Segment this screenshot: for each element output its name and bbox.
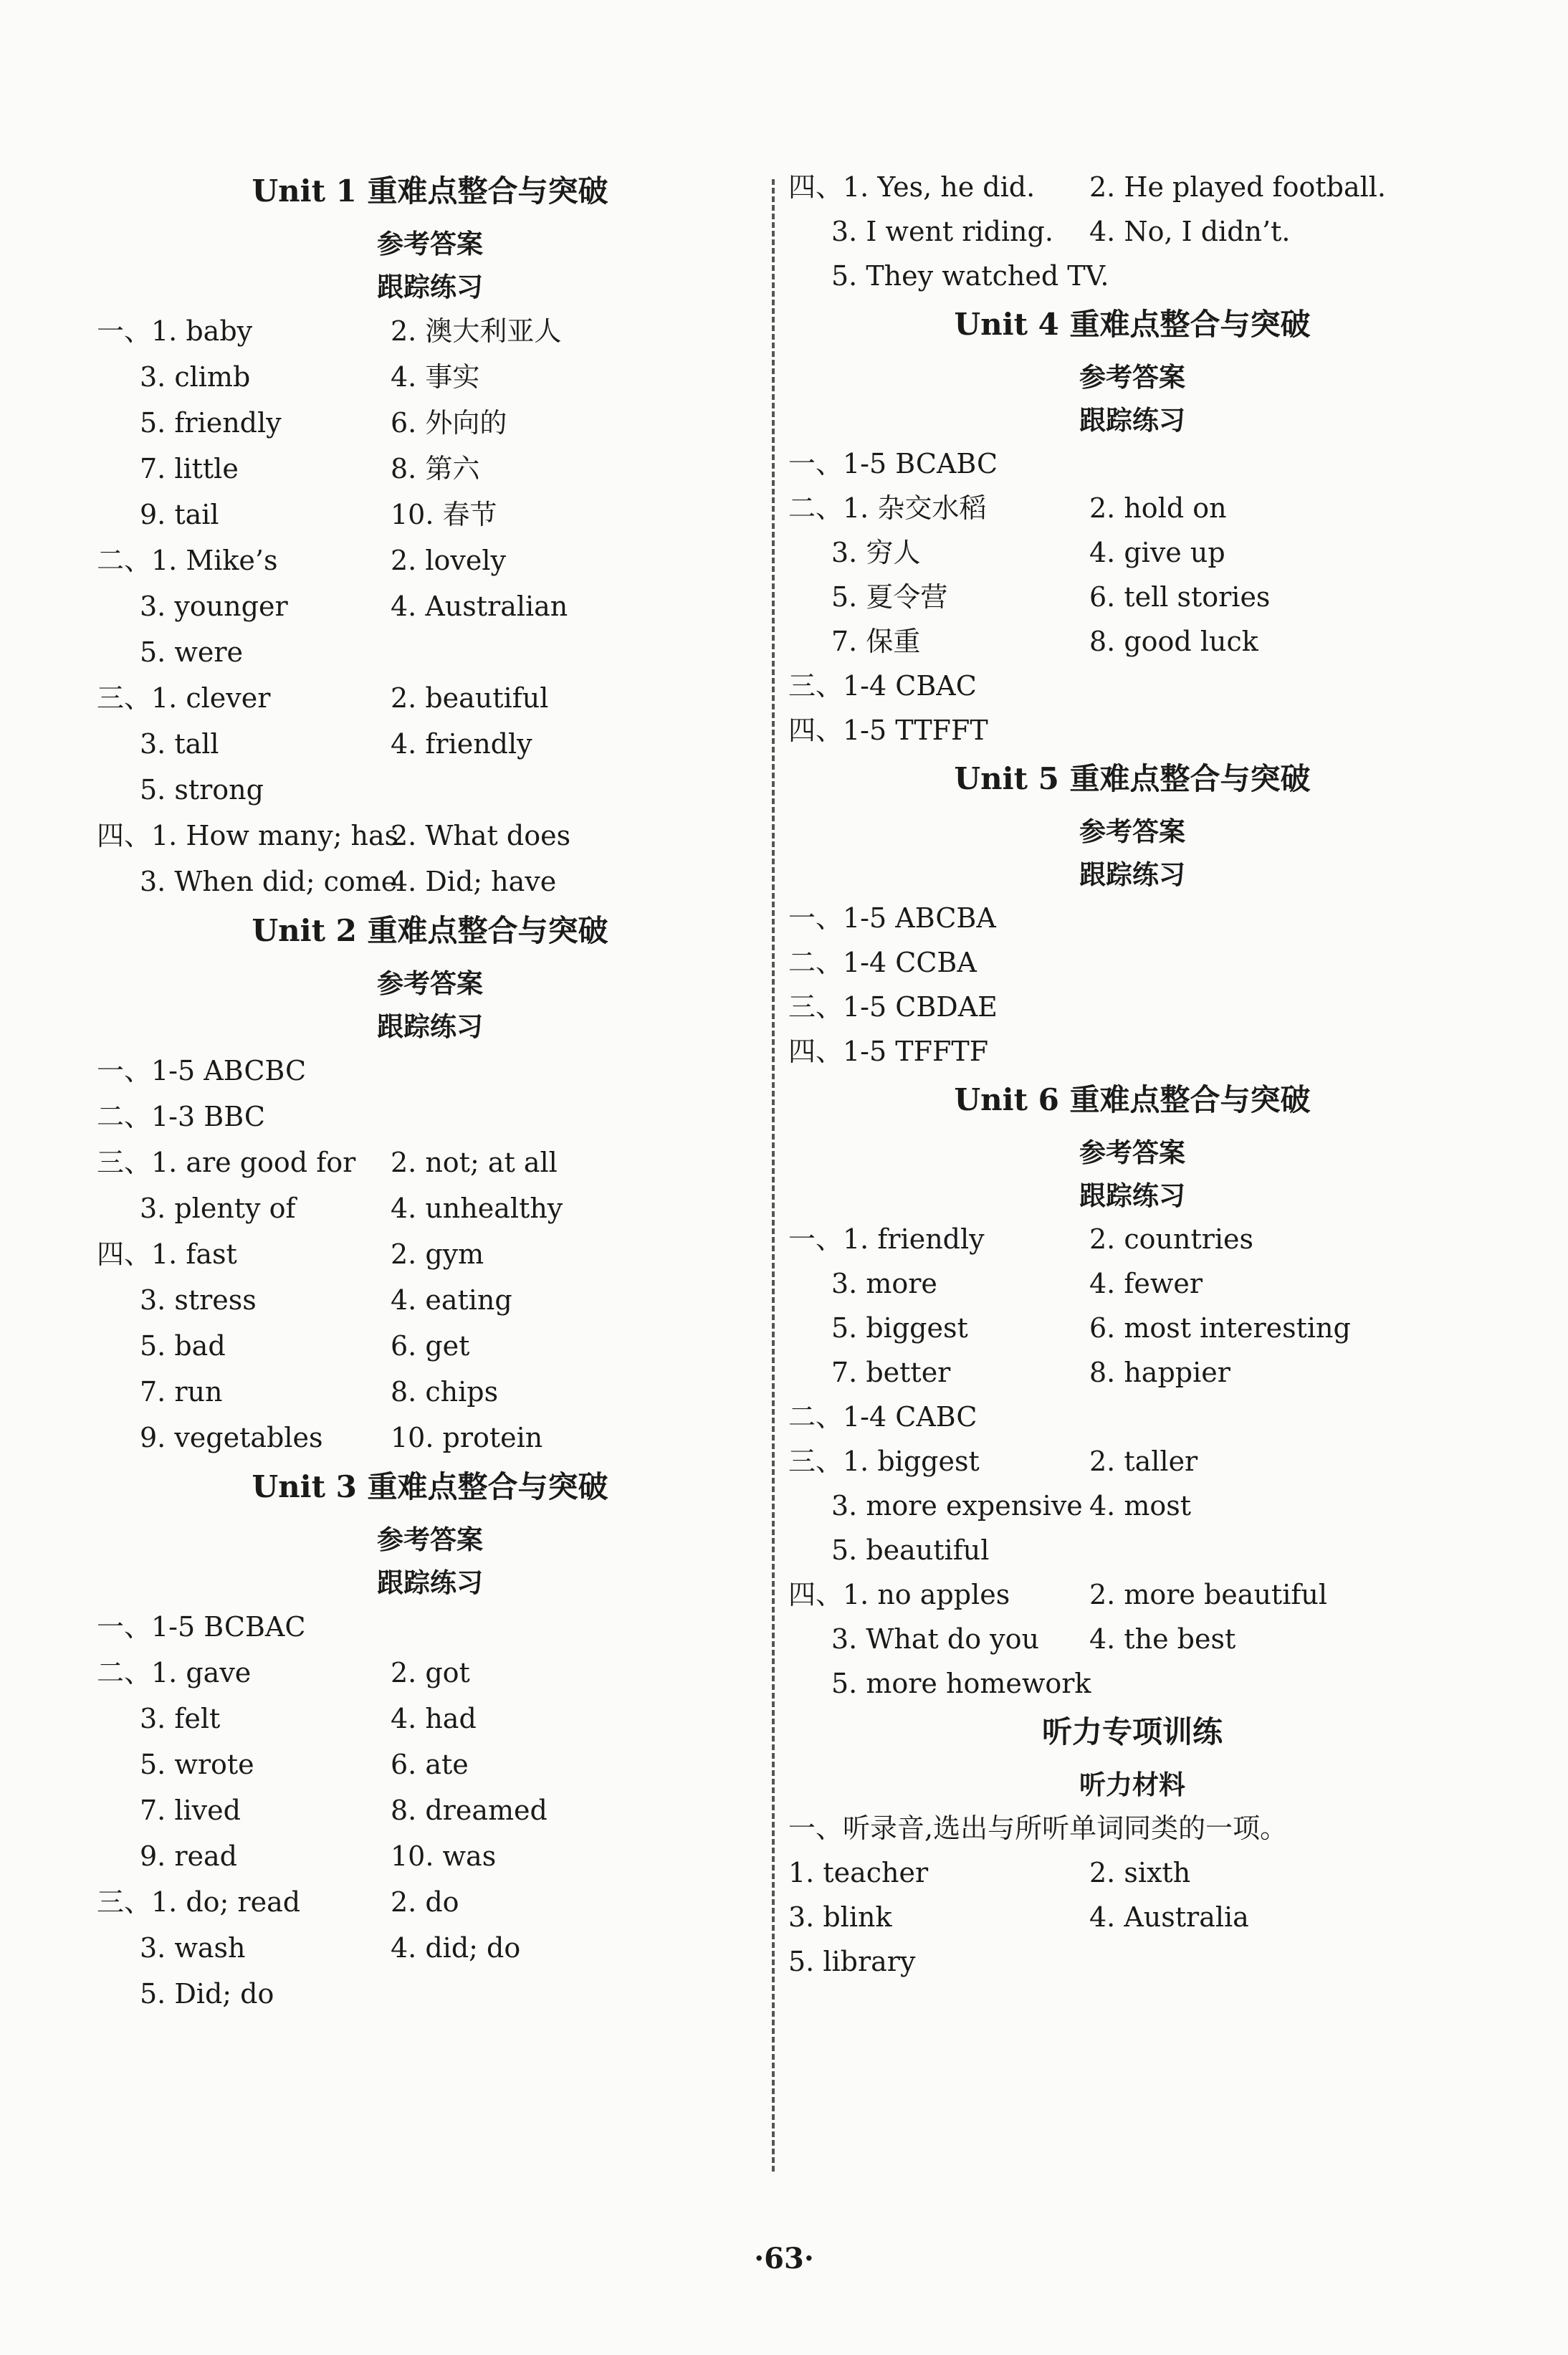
- answer-row: 7. lived 8. dreamed: [140, 1795, 548, 1826]
- answer-row: 9. vegetables 10. protein: [140, 1422, 543, 1453]
- column-divider: [772, 179, 775, 2172]
- unit5-answer-heading: 参考答案: [1079, 816, 1185, 847]
- answer-row: 7. run 8. chips: [140, 1376, 499, 1408]
- answer-row: 三、1-4 CBAC: [788, 670, 977, 702]
- answer-row: 3. more 4. fewer: [831, 1268, 1203, 1299]
- unit1-practice-heading: 跟踪练习: [377, 271, 483, 302]
- unit4-practice-heading: 跟踪练习: [1079, 404, 1185, 436]
- answer-row: 3. felt 4. had: [140, 1703, 477, 1734]
- answer-row: 5. 夏令营 6. tell stories: [831, 581, 1271, 613]
- answer-row: 9. tail 10. 春节: [140, 499, 497, 530]
- answer-row: 5. Did; do: [140, 1978, 274, 2010]
- unit3-answers-continued: [788, 165, 1476, 298]
- answer-row: 一、1-5 ABCBC: [97, 1055, 307, 1086]
- answer-row: 四、1-5 TTFFT: [788, 715, 988, 746]
- answer-row: 7. little 8. 第六: [140, 453, 480, 484]
- answer-row: 三、1. clever 2. beautiful: [97, 682, 549, 714]
- unit1-title: Unit 1 重难点整合与突破: [252, 173, 608, 209]
- unit3-answers: [97, 1604, 763, 2017]
- answer-row: 3. 穷人 4. give up: [831, 537, 1225, 568]
- unit5-answers: [788, 896, 1476, 1074]
- answer-row: 四、1. fast 2. gym: [97, 1238, 484, 1270]
- answer-row: 一、1. baby 2. 澳大利亚人: [97, 315, 562, 347]
- answer-row: 三、1. do; read 2. do: [97, 1886, 459, 1918]
- answer-row: 7. better 8. happier: [831, 1357, 1230, 1388]
- answer-row: 3. stress 4. eating: [140, 1284, 512, 1316]
- listening-title: 听力专项训练: [1041, 1714, 1223, 1749]
- right-column: [788, 165, 1476, 1984]
- answer-row: 5. library: [788, 1946, 916, 1977]
- answer-row: 一、1. friendly 2. countries: [788, 1223, 1254, 1255]
- answer-row: 四、1. Yes, he did. 2. He played football.: [788, 171, 1386, 203]
- answer-row: 二、1. Mike’s 2. lovely: [97, 545, 506, 576]
- answer-row: 三、1. are good for 2. not; at all: [97, 1147, 558, 1178]
- unit2-answers: [97, 1048, 763, 1461]
- answer-row: 二、1-3 BBC: [97, 1101, 265, 1132]
- answer-row: 5. strong: [140, 774, 264, 806]
- answer-row: 3. younger 4. Australian: [140, 591, 568, 622]
- answer-row: 3. blink 4. Australia: [788, 1901, 1249, 1933]
- unit4-answers: [788, 441, 1476, 753]
- answer-row: 5. beautiful: [831, 1534, 990, 1566]
- unit3-answer-heading: 参考答案: [377, 1524, 483, 1555]
- answer-row: 5. more homework: [831, 1668, 1091, 1699]
- unit2-practice-heading: 跟踪练习: [377, 1011, 483, 1042]
- left-column: [97, 165, 763, 2017]
- answer-row: 二、1. 杂交水稻 2. hold on: [788, 492, 1227, 524]
- unit3-title: Unit 3 重难点整合与突破: [252, 1469, 608, 1504]
- listening-instruction: 一、听录音,选出与所听单词同类的一项。: [788, 1812, 1288, 1844]
- unit5-practice-heading: 跟踪练习: [1079, 859, 1185, 890]
- listening-section: [788, 1806, 1476, 1984]
- unit1-answers: [97, 308, 763, 904]
- answer-row: 3. What do you 4. the best: [831, 1623, 1236, 1655]
- answer-row: 5. They watched TV.: [831, 260, 1109, 292]
- answer-row: 7. 保重 8. good luck: [831, 626, 1258, 657]
- answer-row: 5. biggest 6. most interesting: [831, 1312, 1351, 1344]
- answer-row: 1. teacher 2. sixth: [788, 1857, 1191, 1888]
- answer-row: 3. wash 4. did; do: [140, 1932, 521, 1964]
- answer-row: 3. I went riding. 4. No, I didn’t.: [831, 216, 1291, 247]
- answer-row: 5. were: [140, 636, 244, 668]
- answer-row: 四、1. How many; has 2. What does: [97, 820, 571, 851]
- answer-row: 二、1-4 CCBA: [788, 947, 977, 978]
- answer-row: 5. wrote 6. ate: [140, 1749, 469, 1780]
- page-number: ·63·: [754, 2242, 814, 2275]
- answer-row: 四、1. no apples 2. more beautiful: [788, 1579, 1328, 1610]
- answer-row: 3. tall 4. friendly: [140, 728, 532, 760]
- answer-row: 3. climb 4. 事实: [140, 361, 480, 393]
- answer-row: 四、1-5 TFFTF: [788, 1036, 989, 1067]
- unit4-title: Unit 4 重难点整合与突破: [954, 307, 1311, 342]
- unit3-practice-heading: 跟踪练习: [377, 1567, 483, 1598]
- answer-row: 3. more expensive 4. most: [831, 1490, 1192, 1522]
- unit1-answer-heading: 参考答案: [377, 228, 483, 259]
- unit6-answers: [788, 1217, 1476, 1706]
- answer-row: 一、1-5 ABCBA: [788, 902, 996, 934]
- listening-subtitle: 听力材料: [1079, 1769, 1185, 1800]
- unit4-answer-heading: 参考答案: [1079, 361, 1185, 393]
- unit6-practice-heading: 跟踪练习: [1079, 1180, 1185, 1211]
- unit6-answer-heading: 参考答案: [1079, 1137, 1185, 1168]
- answer-row: 5. friendly 6. 外向的: [140, 407, 507, 439]
- answer-row: 二、1-4 CABC: [788, 1401, 977, 1433]
- unit2-title: Unit 2 重难点整合与突破: [252, 913, 608, 948]
- unit5-title: Unit 5 重难点整合与突破: [954, 761, 1311, 796]
- answer-row: 3. When did; come 4. Did; have: [140, 866, 557, 897]
- unit6-title: Unit 6 重难点整合与突破: [954, 1082, 1311, 1117]
- answer-row: 9. read 10. was: [140, 1840, 497, 1872]
- answer-row: 5. bad 6. get: [140, 1330, 470, 1362]
- answer-row: 三、1. biggest 2. taller: [788, 1446, 1198, 1477]
- answer-row: 3. plenty of 4. unhealthy: [140, 1193, 563, 1224]
- unit2-answer-heading: 参考答案: [377, 968, 483, 999]
- answer-row: 一、1-5 BCBAC: [97, 1611, 306, 1643]
- answer-row: 一、1-5 BCABC: [788, 448, 998, 479]
- answer-row: 三、1-5 CBDAE: [788, 991, 998, 1023]
- answer-row: 二、1. gave 2. got: [97, 1657, 470, 1688]
